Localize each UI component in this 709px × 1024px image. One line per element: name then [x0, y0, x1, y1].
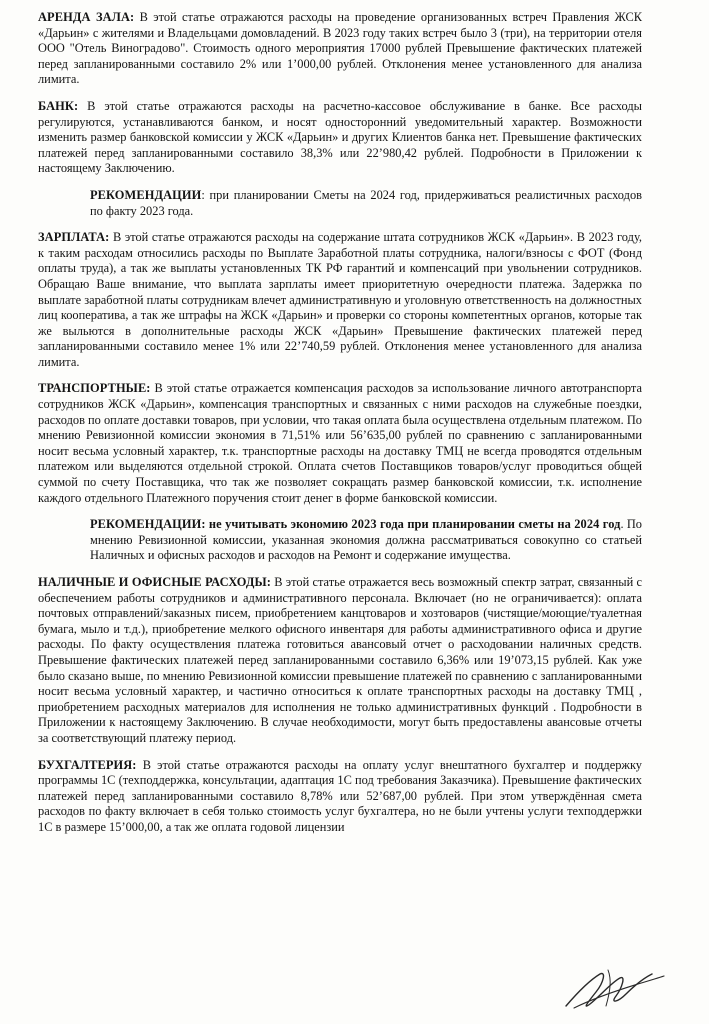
section-text: В этой статье отражаются расходы на проведение организованных встреч Правления ЖСК «Дарьин» с жителями и Владельцами домовладений. В 2023 году таких встреч было 3 (три), на территории отеля ООО "Отель Виноградово". Стоимость одного мероприятия 17000 рублей Превышение фактических платежей перед запланированными составило 2% или 1’000,00 рублей. Отклонения менее установленного для анализа лимита.	[38, 10, 642, 87]
section-text: В этой статье отражаются расходы на расчетно-кассовое обслуживание в банке. Все расходы регулируются, устанавливаются банком, и носят односторонний уведомительный характер. Возможности изменить размер банковской комиссии у ЖСК «Дарьин» и других Клиентов банка нет. Превышение фактических платежей перед запланированными составило 38,3% или 22’980,42 рублей. Подробности в Приложении к настоящему Заключению.	[38, 98, 642, 176]
section-transport	[38, 381, 642, 506]
section-title: ТРАНСПОРТНЫЕ:	[38, 381, 151, 396]
section-bank	[38, 99, 642, 177]
section-title: ЗАРПЛАТА:	[38, 230, 110, 245]
section-text: В этой статье отражаются расходы на оплату услуг внештатного бухгалтер и поддержку программы 1С (техподдержка, консультации, адаптация 1С под требования Заказчика). Превышение фактических платежей перед запланированными составило 8,78% или 52’687,00 рублей. При этом утверждённая смета расходов по факту включает в себя только стоимость услуг бухгалтера, но не были учтены услуги техподдержки 1С в размере 15’000,00, а так же оплата годовой лицензии	[38, 757, 642, 834]
section-title: НАЛИЧНЫЕ И ОФИСНЫЕ РАСХОДЫ:	[38, 575, 271, 589]
recommendation-transport	[90, 517, 642, 564]
section-title: АРЕНДА ЗАЛА:	[38, 10, 135, 24]
section-text: В этой статье отражается компенсация расходов за использование личного автотранспорта сотрудников ЖСК «Дарьин», компенсация транспортных и связанных с ними расходов на служебные поездки, расходов по оплате доставки товаров, при условии, что такая оплата была осуществлена отдельным платежом. По мнению Ревизионной комиссии экономия в 71,51% или 56’635,00 рублей по сравнению с запланированными носит весьма условный характер, т.к. транспортные расходы на доставку ТМЦ не всегда проводятся отдельным платежом или выделяются отдельной строкой. Оплата счетов Поставщиков товаров/услуг проводиться общей суммой по счету Поставщика, что так же позволяет сокращать размер банковской комиссии, т.к. исполнение каждого отдельного Платежного поручения стоит денег в форме банковской комиссии.	[38, 381, 642, 505]
section-hall-rent	[38, 10, 642, 88]
recommendation-text: : при планировании Сметы на 2024 год, придерживаться реалистичных расходов по факту 2023 года.	[90, 187, 642, 218]
section-cash-office	[38, 575, 642, 747]
section-accounting	[38, 758, 642, 836]
recommendation-title: РЕКОМЕНДАЦИИ: не учитывать экономию 2023 года при планировании сметы на 2024 год	[90, 517, 621, 532]
section-salary	[38, 230, 642, 370]
document-page	[38, 10, 642, 847]
section-title: БУХГАЛТЕРИЯ:	[38, 757, 137, 772]
section-text: В этой статье отражается весь возможный спектр затрат, связанный с обеспечением работы сотрудников и административного персонала. Включает (но не ограничивается): оплата почтовых отправлений/заказных писем, приобретением канцтоваров и хозтоваров (чистящие/моющие/туалетная бумага, мыло и т.д.), приобретение мелкого офисного инвентаря для работы административного офиса и другие расходы. По факту осуществления платежа готовиться авансовый отчет о расходовании наличных средств. Превышение фактических платежей перед запланированными составило 6,36% или 19’073,15 рублей. Как уже было сказано выше, по мнению Ревизионной комиссии превышение платежей по сравнению с запланированными носит весьма условный характер, и частично относиться к оплате транспортных расходы на доставку ТМЦ , приобретением расходных материалов для исполнения не только административных функций . Подробности в Приложении к настоящему Заключению. В случае необходимости, могут быть предоставлены авансовые отчеты за соответствующий платежу период.	[38, 575, 642, 745]
section-text: В этой статье отражаются расходы на содержание штата сотрудников ЖСК «Дарьин». В 2023 году, к таким расходам относились расходы по Выплате Заработной платы сотрудника, налоги/взносы с ФОТ (Фонд оплаты труда), а так же выплаты установленных ТК РФ гарантий и компенсаций при увольнении сотрудников. Обращаю Ваше внимание, что выплата зарплаты имеет приоритетную очередности платежа. Задержка по выплате заработной платы сотрудникам влечет административную и уголовную ответственность на должностных лиц кооператива, а так же штрафы на ЖСК «Дарьин» и проверки со стороны компетентных органов, которые так же выльются в дополнительные расходы ЖСК «Дарьин» Превышение фактических платежей перед запланированными составило менее 1% или 22’740,59 рублей. Отклонения менее установленного для анализа лимита.	[38, 230, 642, 369]
recommendation-text: . По мнению Ревизионной комиссии, указанная экономия должна рассматриваться совокупно со статьей Наличных и офисных расходов и расходов на Ремонт и содержание имущества.	[90, 517, 642, 563]
section-title: БАНК:	[38, 98, 79, 113]
recommendation-title: РЕКОМЕНДАЦИИ	[90, 187, 202, 202]
handwritten-signature	[560, 962, 670, 1020]
recommendation-bank	[90, 188, 642, 219]
